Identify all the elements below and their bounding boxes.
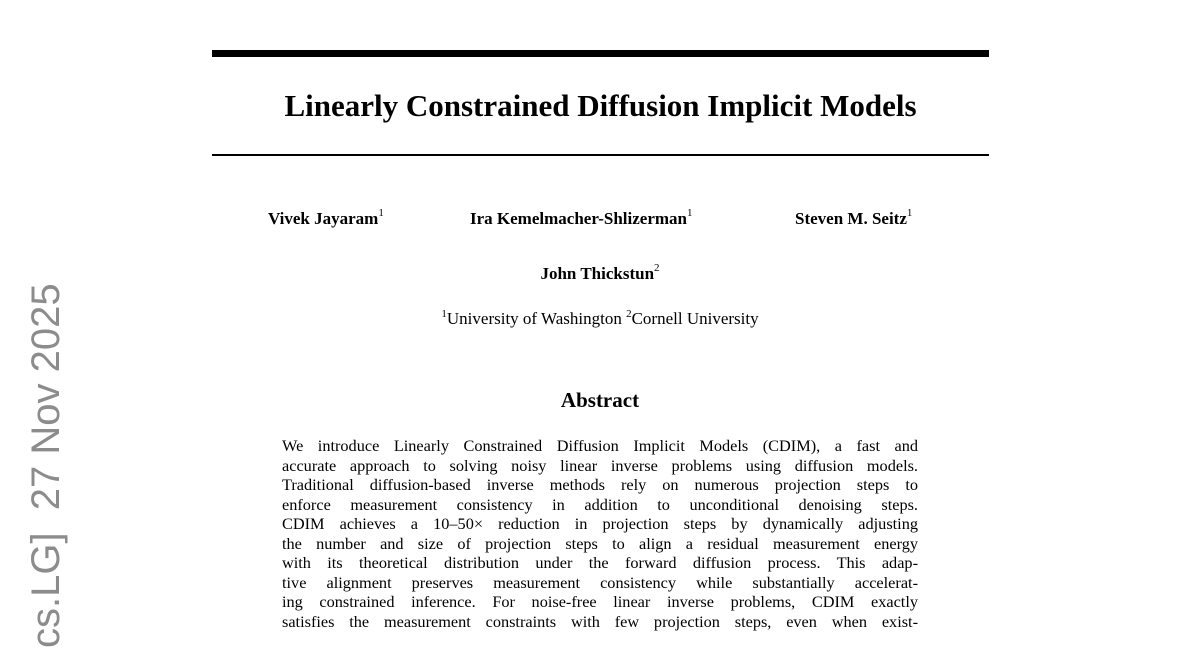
author-name <box>795 209 912 229</box>
arxiv-stamp: cs.LG] 27 Nov 2025 <box>24 283 68 648</box>
affiliation-mark: 1 <box>906 207 913 219</box>
abstract-heading: Abstract <box>560 388 640 412</box>
abstract-line: Traditional diffusion-based inverse methods rely on numerous projection steps to <box>282 475 918 494</box>
affiliation-mark: 1 <box>687 207 693 219</box>
affiliation-mark: 1 <box>378 207 384 219</box>
affiliation-mark: 2 <box>654 262 660 274</box>
abstract-line: tive alignment preserves measurement consistency while substantially accelerat- <box>282 572 918 592</box>
author-name-text: Steven M. Seitz <box>795 209 907 228</box>
title-bottom-rule <box>212 154 989 156</box>
abstract-line: with its theoretical distribution under the forward diffusion process. This adap- <box>282 553 918 572</box>
title-top-rule <box>212 50 989 57</box>
affiliation-name: University of Washington <box>446 309 622 328</box>
abstract-line: ing constrained inference. For noise-free linear inverse problems, CDIM exactly <box>282 592 918 611</box>
abstract-line: the number and size of projection steps to align a residual measurement energy <box>282 533 918 553</box>
affiliation-name: Cornell University <box>631 309 759 328</box>
abstract-line: satisfies the measurement constraints with few projection steps, even when exist- <box>282 611 918 631</box>
author-name-text: John Thickstun <box>540 264 655 283</box>
affiliations-line <box>0 309 1200 329</box>
abstract-body <box>282 436 918 631</box>
author-name <box>0 264 1200 284</box>
abstract-line: We introduce Linearly Constrained Diffusion Implicit Models (CDIM), a fast and <box>282 436 918 455</box>
abstract-line: accurate approach to solving noisy linear inverse problems using diffusion models. <box>282 455 918 475</box>
abstract-line: CDIM achieves a 10–50× reduction in projection steps by dynamically adjusting <box>282 514 918 533</box>
author-name <box>268 209 384 229</box>
author-name-text: Vivek Jayaram <box>268 209 379 228</box>
affiliation-mark: 1 <box>441 308 447 320</box>
affiliation-mark: 2 <box>626 308 632 320</box>
author-name-text: Ira Kemelmacher-Shlizerman <box>470 209 687 228</box>
paper-title: Linearly Constrained Diffusion Implicit Models <box>284 88 917 123</box>
abstract-line: enforce measurement consistency in addition to unconditional denoising steps. <box>282 494 918 514</box>
author-name <box>470 209 693 229</box>
